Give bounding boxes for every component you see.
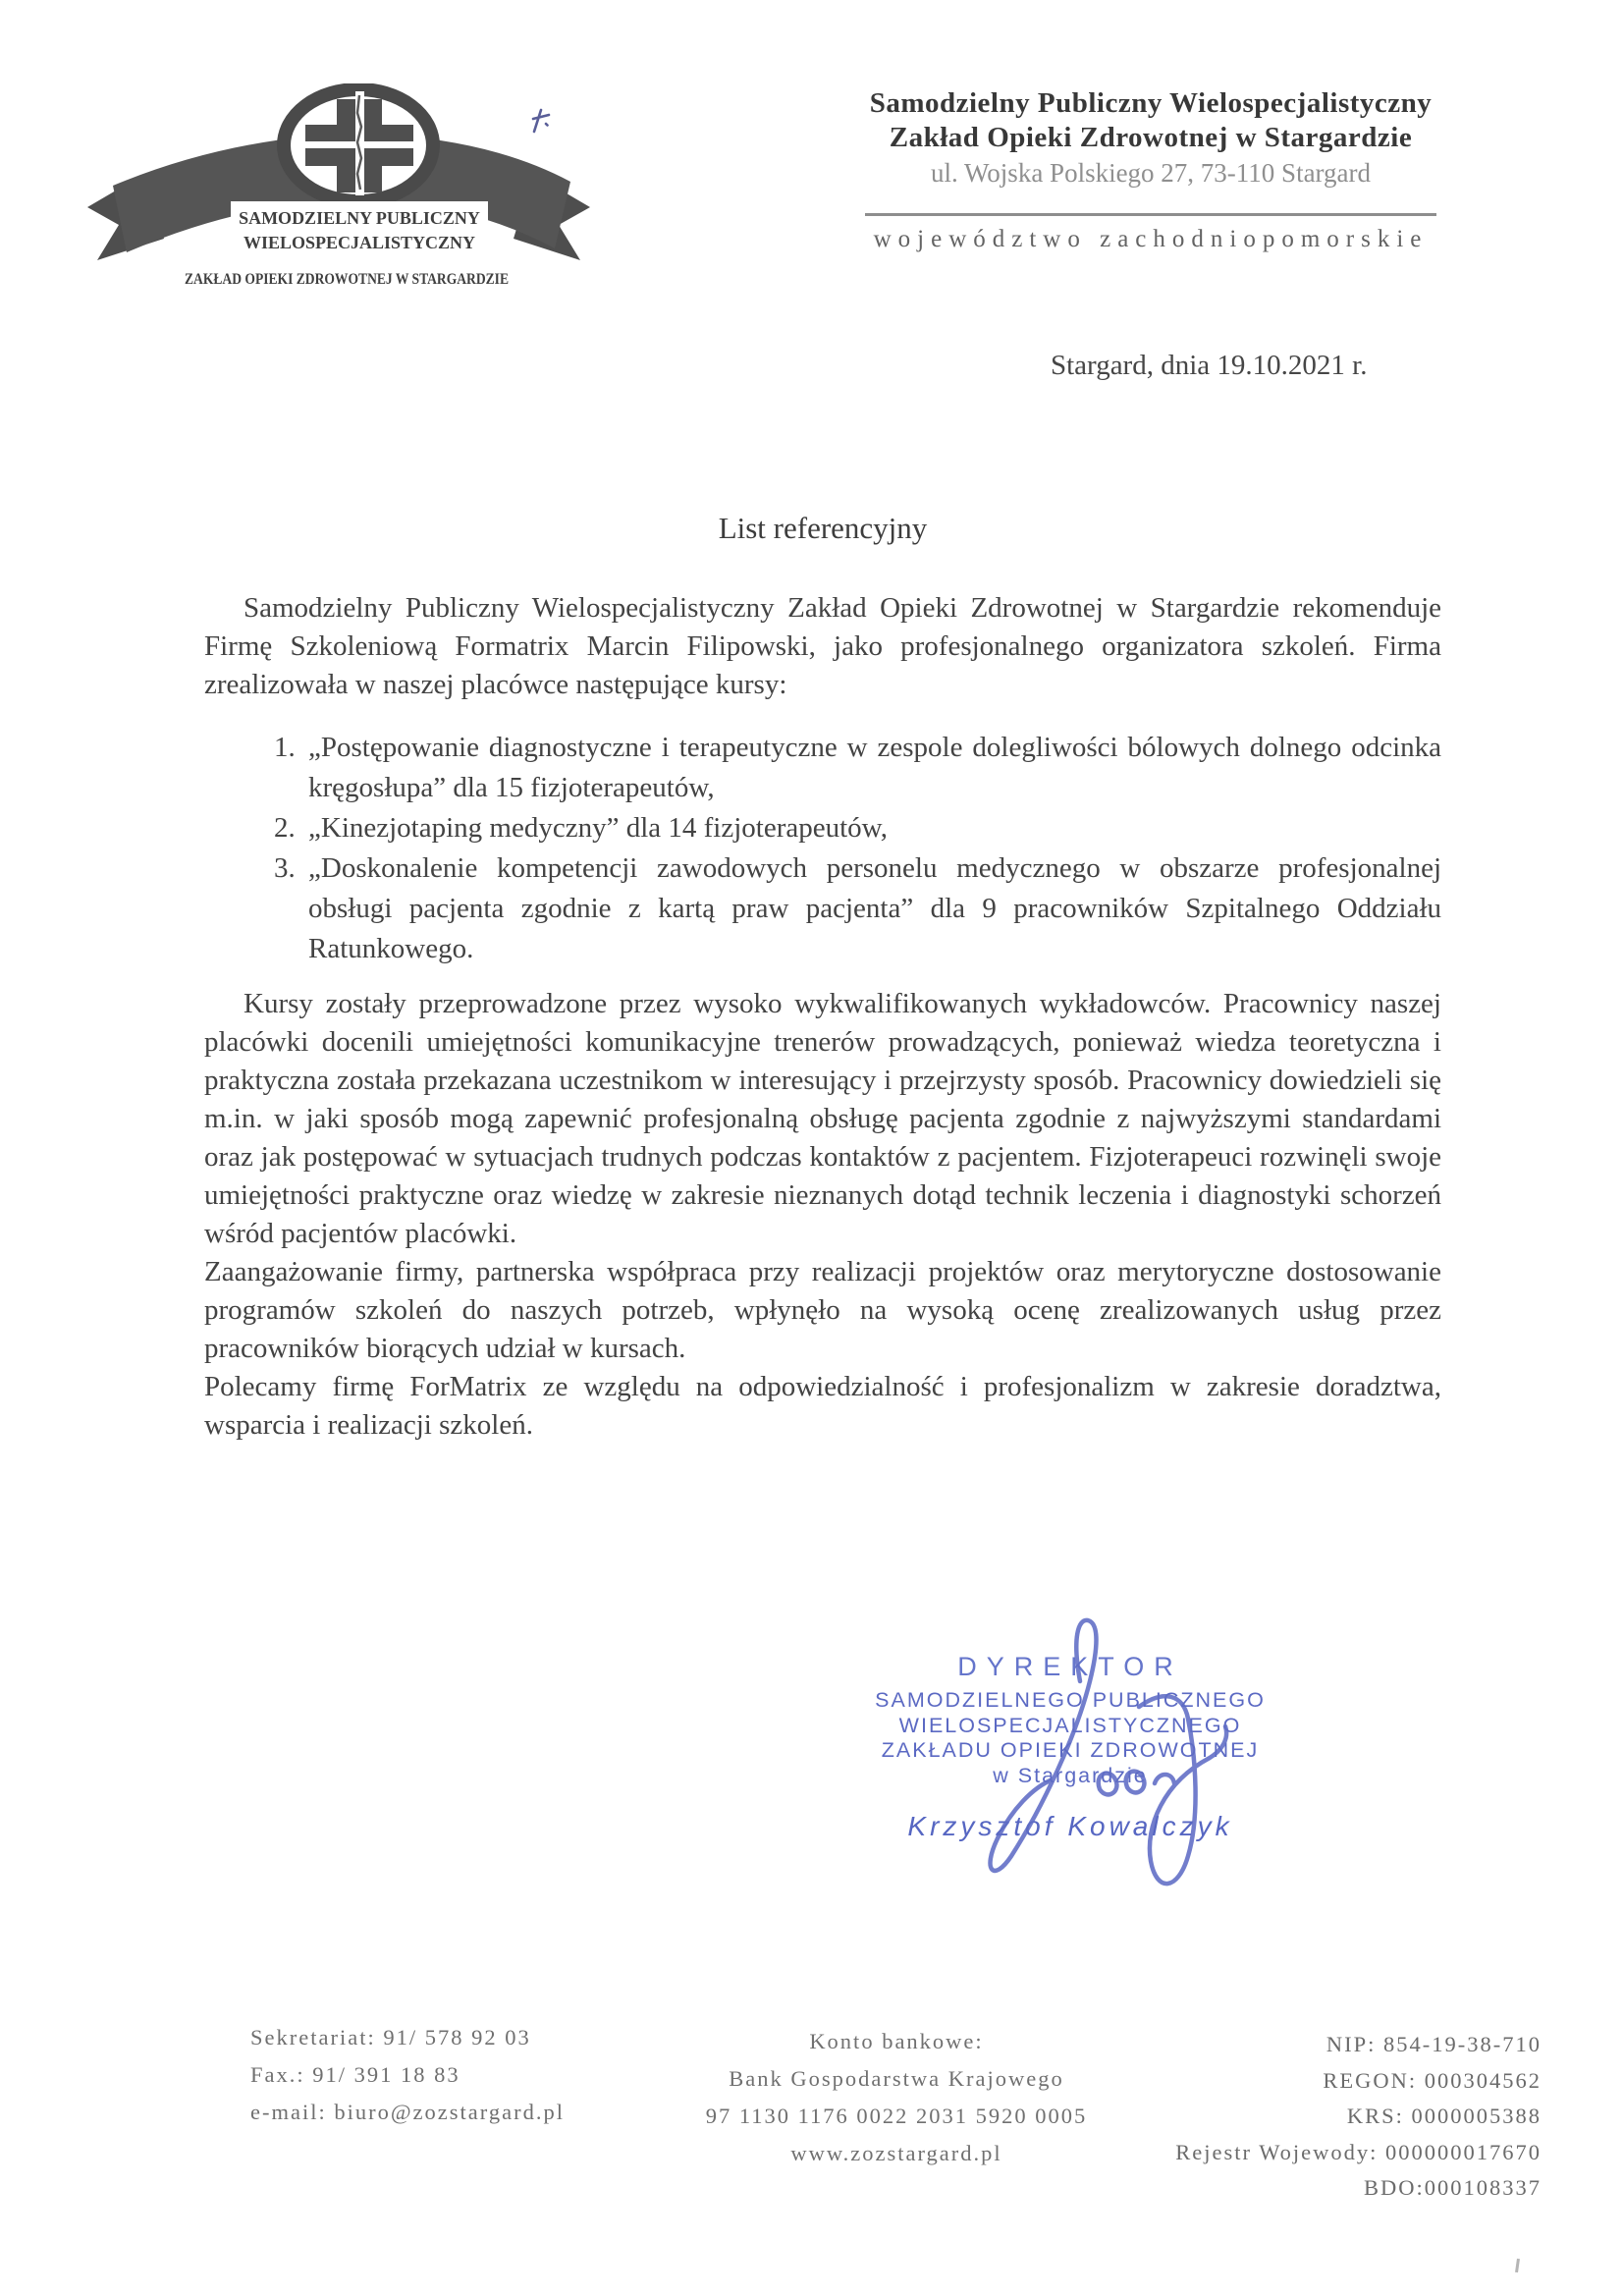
stamp-line-3: ZAKŁADU OPIEKI ZDROWOTNEJ	[881, 1738, 1260, 1762]
org-name-line2: Zakład Opieki Zdrowotnej w Stargardzie	[889, 122, 1413, 153]
logo-text-line3: ZAKŁAD OPIEKI ZDROWOTNEJ W STARGARDZIE	[185, 271, 509, 288]
course-item-2: 2. „Kinezjotaping medyczny” dla 14 fizjoterapeutów,	[302, 808, 1441, 848]
paragraph-intro: Samodzielny Publiczny Wielospecjalistyczny Zakład Opieki Zdrowotnej w Stargardzie rekomenduje Firmę Szkoleniową Formatrix Marcin Filipowski, jako profesjonalnego organizatora szkoleń. Firma zrealizowała w naszej placówce następujące kursy:	[204, 592, 1441, 700]
paragraph-recommendation: Polecamy firmę ForMatrix ze względu na odpowiedzialność i profesjonalizm w zakresie doradztwa, wsparcia i realizacji szkoleń.	[204, 1371, 1441, 1441]
scan-artifact	[1515, 2259, 1520, 2272]
org-address: ul. Wojska Polskiego 27, 73-110 Stargard	[930, 158, 1372, 188]
footer-bdo: BDO:000108337	[1363, 2175, 1542, 2200]
logo-text-line2: WIELOSPECJALISTYCZNY	[243, 233, 476, 252]
org-name-line1: Samodzielny Publiczny Wielospecjalistyczny	[869, 87, 1433, 119]
footer-regon: REGON: 000304562	[1323, 2067, 1542, 2093]
hospital-logo-icon	[83, 83, 594, 300]
handwritten-signature-icon	[972, 1601, 1237, 1905]
stamp-title: DYREKTOR	[957, 1652, 1183, 1681]
letterhead	[837, 86, 1465, 253]
date-line: Stargard, dnia 19.10.2021 r.	[1051, 350, 1368, 381]
letter-title: List referencyjny	[718, 511, 928, 545]
stamp-line-4: w Stargardzie	[993, 1763, 1148, 1787]
footer-email: e-mail: biuro@zozstargard.pl	[250, 2100, 565, 2124]
footer-website: www.zozstargard.pl	[790, 2141, 1002, 2165]
footer-registry	[1011, 2027, 1542, 2207]
letterhead-divider	[865, 213, 1436, 216]
footer-contact	[250, 2019, 565, 2131]
footer-nip: NIP: 854-19-38-710	[1325, 2032, 1542, 2056]
paragraph-engagement: Zaangażowanie firmy, partnerska współpraca przy realizacji projektów oraz merytoryczne dostosowanie programów szkoleń do naszych potrzeb, wpłynęło na wysoką ocenę zrealizowanych usług przez pracowników biorących udział w kursach.	[204, 1256, 1441, 1364]
footer-krs: KRS: 0000005388	[1346, 2104, 1542, 2128]
pen-scribble-icon	[526, 104, 556, 141]
footer-rejestr: Rejestr Wojewody: 000000017670	[1175, 2139, 1542, 2164]
stamp-line-2: WIELOSPECJALISTYCZNEGO	[898, 1713, 1242, 1737]
course-list	[204, 728, 1441, 969]
letter-body	[204, 509, 1441, 1445]
footer-bank-account: 97 1130 1176 0022 2031 5920 0005	[705, 2104, 1088, 2128]
org-region: województwo zachodniopomorskie	[873, 226, 1429, 252]
stamp-signer-name: Krzysztof Kowalczyk	[907, 1811, 1233, 1841]
course-item-3: 3. „Doskonalenie kompetencji zawodowych personelu medycznego w obszarze profesjonalnej obsługi pacjenta zgodnie z kartą praw pacjenta” dla 9 pracowników Szpitalnego Oddziału Ratunkowego.	[302, 848, 1441, 969]
footer-phone: Sekretariat: 91/ 578 92 03	[250, 2025, 531, 2050]
footer-fax: Fax.: 91/ 391 18 83	[250, 2062, 460, 2087]
course-item-1: 1. „Postępowanie diagnostyczne i terapeutyczne w zespole dolegliwości bólowych dolnego odcinka kręgosłupa” dla 15 fizjoterapeutów,	[302, 728, 1441, 808]
stamp-line-1: SAMODZIELNEGO PUBLICZNEGO	[875, 1688, 1266, 1712]
footer-bank-label: Konto bankowe:	[809, 2029, 984, 2053]
paragraph-evaluation: Kursy zostały przeprowadzone przez wysoko wykwalifikowanych wykładowców. Pracownicy naszej placówki docenili umiejętności komunikacyjne trenerów prowadzących, ponieważ wiedza teoretyczna i praktyczna została przekazana uczestnikom w interesujący i przejrzysty sposób. Pracownicy dowiedzieli się m.in. w jaki sposób mogą zapewnić profesjonalną obsługę pacjenta zgodnie z najwyższymi standardami oraz jak postępować w sytuacjach trudnych podczas kontaktów z pacjentem. Fizjoterapeuci rozwinęli swoje umiejętności praktyczne oraz wiedzę w zakresie nieznanych dotąd technik leczenia i diagnostyki schorzeń wśród pacjentów placówki.	[204, 988, 1441, 1249]
footer-bank-name: Bank Gospodarstwa Krajowego	[729, 2066, 1064, 2091]
logo-text-line1: SAMODZIELNY PUBLICZNY	[239, 208, 480, 228]
